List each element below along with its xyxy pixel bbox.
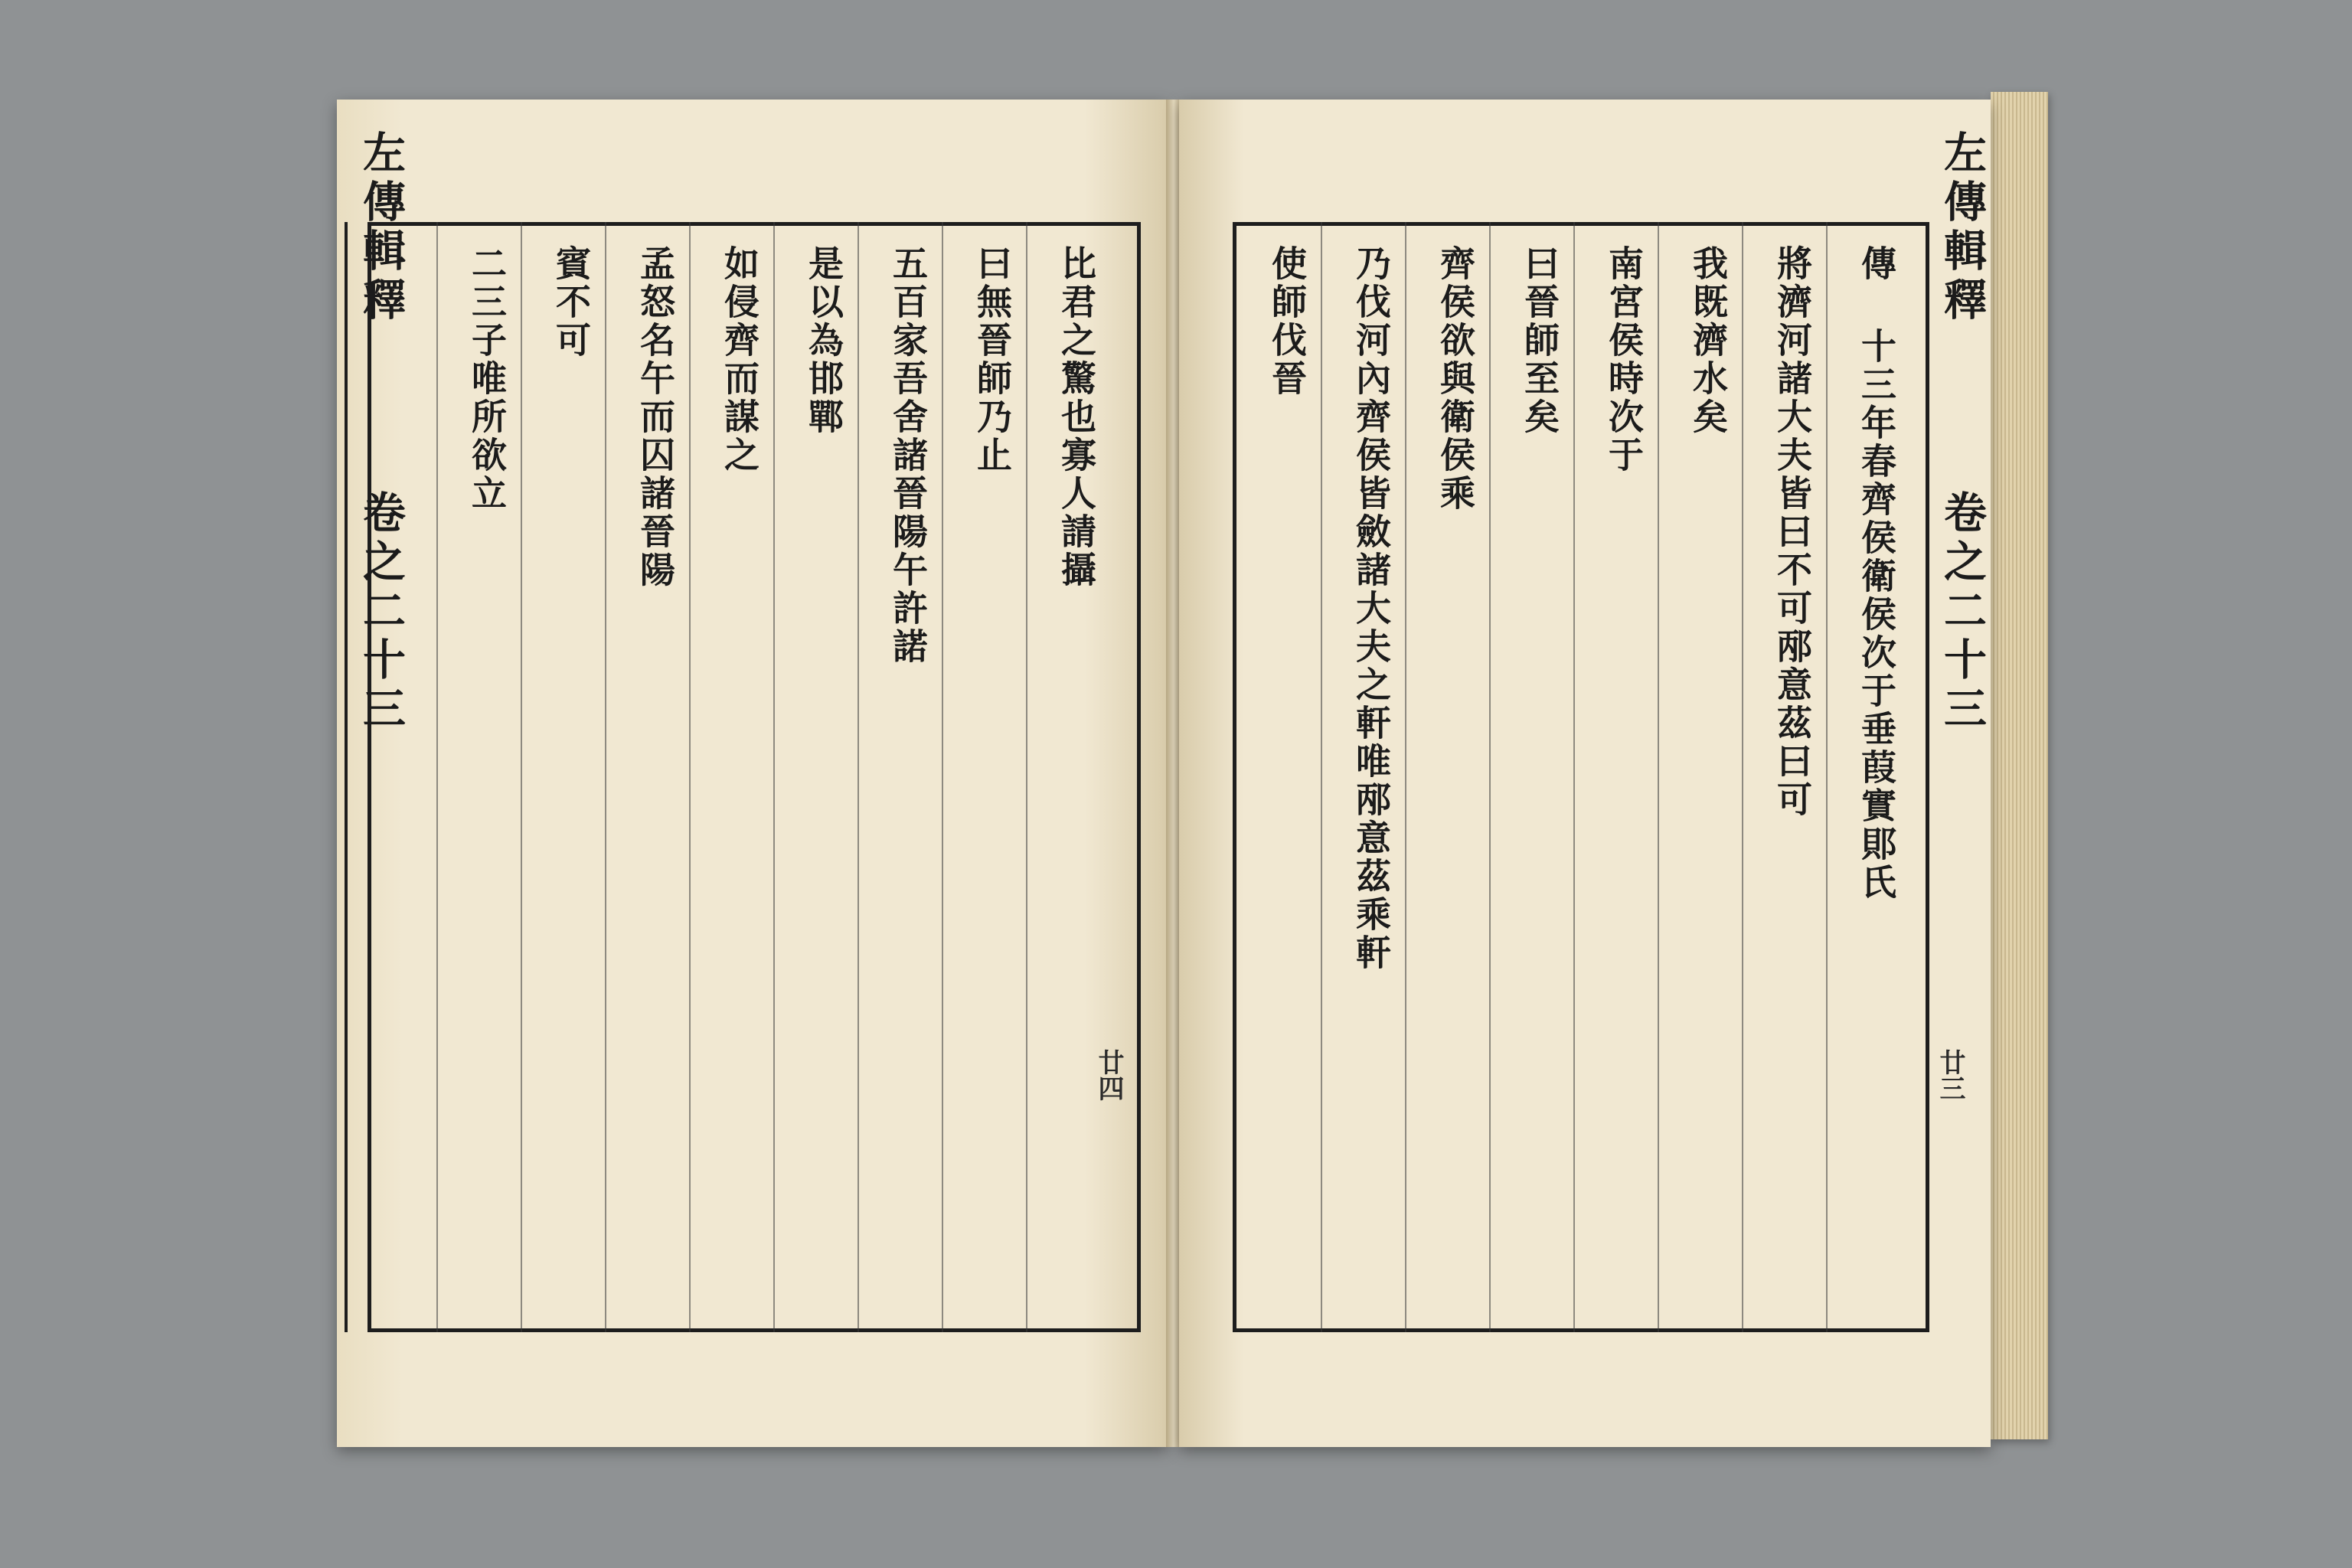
column-rule — [605, 222, 606, 1332]
right-col-8: 使師伐晉 — [1266, 245, 1308, 398]
right-col-6: 齊侯欲與衛侯乘 — [1435, 245, 1476, 513]
column-rule — [689, 222, 691, 1332]
left-col-3: 五百家吾舍諸晉陽午許諾 — [887, 245, 929, 666]
column-rule — [942, 222, 943, 1332]
column-rule — [1026, 222, 1027, 1332]
left-col-2: 曰無晉師乃止 — [972, 245, 1013, 475]
column-rule — [858, 222, 859, 1332]
left-col-5: 如侵齊而謀之 — [719, 245, 760, 475]
column-rule — [1573, 222, 1575, 1332]
column-rule — [1321, 222, 1322, 1332]
left-col-6: 孟怒名午而囚諸晉陽 — [635, 245, 676, 590]
left-banxin-leaf: 廿四 — [1093, 1049, 1124, 1101]
column-rule — [1489, 222, 1491, 1332]
column-rule — [1658, 222, 1659, 1332]
column-rule — [1405, 222, 1406, 1332]
left-col-1: 比君之驚也寡人請攝 — [1056, 245, 1097, 590]
left-col-4: 是以為邯鄲 — [803, 245, 844, 436]
right-col-7: 乃伐河內齊侯皆斂諸大夫之軒唯邴意茲乘軒 — [1351, 245, 1392, 972]
column-rule — [773, 222, 775, 1332]
left-banxin-juan: 卷之二十三 — [356, 490, 407, 735]
right-page-frame — [1233, 222, 1929, 1332]
right-col-1: 傳 十三年春齊侯衛侯次于垂葭實郥氏 — [1856, 245, 1897, 902]
right-col-4: 南宮侯時次于 — [1603, 245, 1645, 475]
right-banxin — [1926, 130, 1988, 1332]
column-rule — [1742, 222, 1743, 1332]
right-page — [1179, 100, 1991, 1447]
right-col-5: 曰晉師至矣 — [1519, 245, 1560, 436]
column-rule — [1826, 222, 1828, 1332]
column-rule — [521, 222, 522, 1332]
right-col-3: 我既濟水矣 — [1687, 245, 1729, 436]
right-banxin-juan: 卷之二十三 — [1937, 490, 1988, 735]
right-col-2: 將濟河諸大夫皆曰不可邴意茲曰可 — [1772, 245, 1813, 819]
column-rule — [436, 222, 438, 1332]
right-banxin-title: 左傳輯釋 — [1937, 130, 1988, 326]
left-banxin-title: 左傳輯釋 — [356, 130, 407, 326]
page-edges — [1991, 92, 2048, 1439]
right-banxin-leaf: 廿三 — [1935, 1049, 1965, 1101]
left-page — [337, 100, 1168, 1447]
open-book — [337, 77, 2052, 1470]
left-col-7: 賓不可 — [550, 245, 592, 360]
left-col-8: 二三子唯所欲立 — [466, 245, 508, 513]
